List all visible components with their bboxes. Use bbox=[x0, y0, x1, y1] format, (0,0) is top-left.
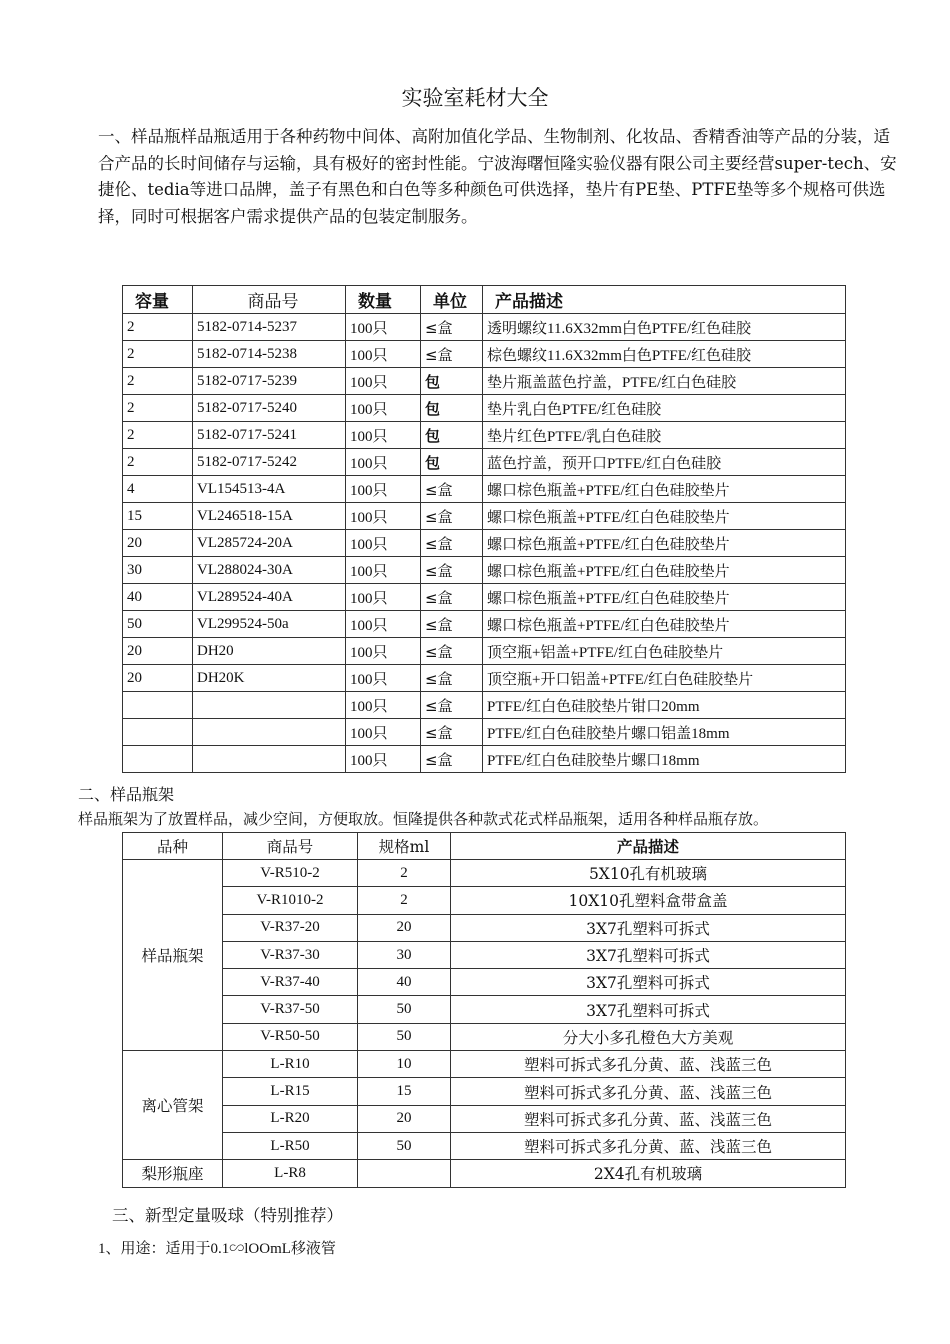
section3-usage: 1、用途：适用于0.1∽lOOmL移液管 bbox=[98, 1241, 336, 1257]
cell-capacity: 40 bbox=[123, 584, 193, 611]
rack-table bbox=[122, 832, 846, 1188]
cell-variety: 梨形瓶座 bbox=[123, 1160, 223, 1187]
cell-item-no bbox=[193, 746, 346, 773]
table-row bbox=[123, 449, 846, 476]
header-spec: 规格ml bbox=[358, 833, 451, 860]
cell-item-no: VL285724-20A bbox=[193, 530, 346, 557]
cell-capacity bbox=[123, 746, 193, 773]
cell-description: 透明螺纹11.6X32mm白色PTFE/红色硅胶 bbox=[483, 314, 846, 341]
cell-unit: ≤盒 bbox=[421, 341, 483, 368]
table-row bbox=[123, 1132, 846, 1159]
table-row bbox=[123, 860, 846, 887]
cell-item-no: VL289524-40A bbox=[193, 584, 346, 611]
cell-item-no: 5182-0714-5237 bbox=[193, 314, 346, 341]
cell-item-no: 5182-0717-5239 bbox=[193, 368, 346, 395]
section2-heading: 二、样品瓶架 bbox=[78, 785, 175, 804]
cell-quantity: 100只 bbox=[346, 692, 421, 719]
table-header-row bbox=[123, 833, 846, 860]
cell-unit: ≤盒 bbox=[421, 314, 483, 341]
cell-quantity: 100只 bbox=[346, 368, 421, 395]
cell-spec: 40 bbox=[358, 969, 451, 996]
header-capacity: 容量 bbox=[123, 286, 193, 314]
cell-unit: ≤盒 bbox=[421, 557, 483, 584]
cell-item-no: L-R8 bbox=[223, 1160, 358, 1187]
cell-description: PTFE/红白色硅胶垫片螺口18mm bbox=[483, 746, 846, 773]
cell-description: PTFE/红白色硅胶垫片钳口20mm bbox=[483, 692, 846, 719]
cell-spec: 20 bbox=[358, 914, 451, 941]
cell-item-no: V-R510-2 bbox=[223, 860, 358, 887]
cell-unit: ≤盒 bbox=[421, 476, 483, 503]
cell-capacity: 2 bbox=[123, 395, 193, 422]
cell-quantity: 100只 bbox=[346, 746, 421, 773]
table-row bbox=[123, 665, 846, 692]
cell-item-no: 5182-0717-5242 bbox=[193, 449, 346, 476]
cell-item-no: V-R37-50 bbox=[223, 996, 358, 1023]
cell-capacity: 50 bbox=[123, 611, 193, 638]
table-row bbox=[123, 914, 846, 941]
cell-description: 顶空瓶+开口铝盖+PTFE/红白色硅胶垫片 bbox=[483, 665, 846, 692]
cell-item-no: L-R15 bbox=[223, 1078, 358, 1105]
cell-item-no: DH20K bbox=[193, 665, 346, 692]
header-item-no: 商品号 bbox=[223, 833, 358, 860]
cell-quantity: 100只 bbox=[346, 611, 421, 638]
cell-unit: ≤盒 bbox=[421, 530, 483, 557]
cell-unit: ≤盒 bbox=[421, 746, 483, 773]
cell-quantity: 100只 bbox=[346, 422, 421, 449]
table-row bbox=[123, 1078, 846, 1105]
cell-capacity: 2 bbox=[123, 314, 193, 341]
cell-variety: 离心管架 bbox=[123, 1051, 223, 1160]
table-row bbox=[123, 422, 846, 449]
table-row bbox=[123, 969, 846, 996]
cell-unit: ≤盒 bbox=[421, 719, 483, 746]
table-row bbox=[123, 395, 846, 422]
cell-capacity: 30 bbox=[123, 557, 193, 584]
cell-item-no: VL299524-50a bbox=[193, 611, 346, 638]
intro-paragraph: 一、样品瓶样品瓶适用于各种药物中间体、高附加值化学品、生物制剂、化妆品、香精香油等产品的分装，适合产品的长时间储存与运输，具有极好的密封性能。宁波海曙恒隆实验仪器有限公司主要经营super-tech、安捷伦、tedia等进口品牌，盖子有黑色和白色等多种颜色可供选择，垫片有PE垫、PTFE垫等多个规格可供选择，同时可根据客户需求提供产品的包装定制服务。 bbox=[98, 127, 897, 226]
cell-item-no: 5182-0717-5241 bbox=[193, 422, 346, 449]
table-row bbox=[123, 1023, 846, 1050]
cell-unit: 包 bbox=[421, 449, 483, 476]
cell-capacity: 4 bbox=[123, 476, 193, 503]
cell-unit: ≤盒 bbox=[421, 611, 483, 638]
cell-unit: 包 bbox=[421, 395, 483, 422]
table-row bbox=[123, 584, 846, 611]
cell-spec bbox=[358, 1160, 451, 1187]
table-header-row bbox=[123, 286, 846, 314]
header-variety: 品种 bbox=[123, 833, 223, 860]
header-unit: 单位 bbox=[421, 286, 483, 314]
cell-item-no: V-R37-40 bbox=[223, 969, 358, 996]
cell-spec: 20 bbox=[358, 1105, 451, 1132]
section3-heading: 三、新型定量吸球（特别推荐） bbox=[112, 1206, 343, 1225]
cell-description: 螺口棕色瓶盖+PTFE/红白色硅胶垫片 bbox=[483, 557, 846, 584]
page-title: 实验室耗材大全 bbox=[401, 86, 549, 110]
cell-variety: 样品瓶架 bbox=[123, 860, 223, 1051]
cell-quantity: 100只 bbox=[346, 449, 421, 476]
table-row bbox=[123, 557, 846, 584]
cell-description: 顶空瓶+铝盖+PTFE/红白色硅胶垫片 bbox=[483, 638, 846, 665]
cell-unit: 包 bbox=[421, 368, 483, 395]
cell-spec: 50 bbox=[358, 1023, 451, 1050]
cell-quantity: 100只 bbox=[346, 638, 421, 665]
cell-description: 塑料可拆式多孔分黄、蓝、浅蓝三色 bbox=[451, 1078, 846, 1105]
cell-description: 垫片红色PTFE/乳白色硅胶 bbox=[483, 422, 846, 449]
cell-capacity: 2 bbox=[123, 449, 193, 476]
cell-item-no: VL154513-4A bbox=[193, 476, 346, 503]
cell-unit: ≤盒 bbox=[421, 503, 483, 530]
cell-quantity: 100只 bbox=[346, 719, 421, 746]
cell-description: 棕色螺纹11.6X32mm白色PTFE/红色硅胶 bbox=[483, 341, 846, 368]
cell-quantity: 100只 bbox=[346, 557, 421, 584]
sample-vial-table bbox=[122, 285, 846, 773]
cell-description: 螺口棕色瓶盖+PTFE/红白色硅胶垫片 bbox=[483, 530, 846, 557]
table-row bbox=[123, 692, 846, 719]
cell-description: 塑料可拆式多孔分黄、蓝、浅蓝三色 bbox=[451, 1105, 846, 1132]
table-row bbox=[123, 314, 846, 341]
cell-capacity: 20 bbox=[123, 665, 193, 692]
cell-quantity: 100只 bbox=[346, 341, 421, 368]
header-item-no: 商品号 bbox=[193, 286, 346, 314]
cell-quantity: 100只 bbox=[346, 530, 421, 557]
table-row bbox=[123, 746, 846, 773]
cell-description: 3X7孔塑料可拆式 bbox=[451, 996, 846, 1023]
cell-item-no: V-R37-20 bbox=[223, 914, 358, 941]
cell-capacity: 15 bbox=[123, 503, 193, 530]
cell-spec: 50 bbox=[358, 996, 451, 1023]
cell-description: 10X10孔塑料盒带盒盖 bbox=[451, 887, 846, 914]
cell-description: 3X7孔塑料可拆式 bbox=[451, 914, 846, 941]
cell-item-no: V-R37-30 bbox=[223, 941, 358, 968]
table-row bbox=[123, 503, 846, 530]
cell-item-no: 5182-0717-5240 bbox=[193, 395, 346, 422]
table-row bbox=[123, 368, 846, 395]
cell-capacity: 2 bbox=[123, 368, 193, 395]
cell-description: 螺口棕色瓶盖+PTFE/红白色硅胶垫片 bbox=[483, 584, 846, 611]
cell-description: 螺口棕色瓶盖+PTFE/红白色硅胶垫片 bbox=[483, 503, 846, 530]
cell-description: PTFE/红白色硅胶垫片螺口铝盖18mm bbox=[483, 719, 846, 746]
cell-capacity: 2 bbox=[123, 341, 193, 368]
table-row bbox=[123, 1051, 846, 1078]
table-row bbox=[123, 1105, 846, 1132]
cell-description: 螺口棕色瓶盖+PTFE/红白色硅胶垫片 bbox=[483, 476, 846, 503]
cell-capacity: 2 bbox=[123, 422, 193, 449]
cell-description: 分大小多孔橙色大方美观 bbox=[451, 1023, 846, 1050]
cell-item-no: L-R10 bbox=[223, 1051, 358, 1078]
table-row bbox=[123, 638, 846, 665]
cell-capacity bbox=[123, 692, 193, 719]
cell-unit: ≤盒 bbox=[421, 638, 483, 665]
cell-item-no bbox=[193, 719, 346, 746]
table-row bbox=[123, 530, 846, 557]
cell-unit: 包 bbox=[421, 422, 483, 449]
cell-description: 3X7孔塑料可拆式 bbox=[451, 969, 846, 996]
cell-spec: 30 bbox=[358, 941, 451, 968]
header-quantity: 数量 bbox=[346, 286, 421, 314]
table-row bbox=[123, 341, 846, 368]
cell-item-no: L-R50 bbox=[223, 1132, 358, 1159]
cell-quantity: 100只 bbox=[346, 476, 421, 503]
cell-description: 螺口棕色瓶盖+PTFE/红白色硅胶垫片 bbox=[483, 611, 846, 638]
cell-quantity: 100只 bbox=[346, 584, 421, 611]
table-row bbox=[123, 476, 846, 503]
cell-capacity bbox=[123, 719, 193, 746]
cell-item-no bbox=[193, 692, 346, 719]
cell-item-no: 5182-0714-5238 bbox=[193, 341, 346, 368]
cell-quantity: 100只 bbox=[346, 665, 421, 692]
table-row bbox=[123, 611, 846, 638]
cell-item-no: VL288024-30A bbox=[193, 557, 346, 584]
cell-description: 3X7孔塑料可拆式 bbox=[451, 941, 846, 968]
cell-spec: 10 bbox=[358, 1051, 451, 1078]
table-row bbox=[123, 887, 846, 914]
cell-description: 塑料可拆式多孔分黄、蓝、浅蓝三色 bbox=[451, 1132, 846, 1159]
cell-item-no: VL246518-15A bbox=[193, 503, 346, 530]
cell-quantity: 100只 bbox=[346, 395, 421, 422]
cell-spec: 2 bbox=[358, 887, 451, 914]
cell-unit: ≤盒 bbox=[421, 692, 483, 719]
cell-item-no: V-R1010-2 bbox=[223, 887, 358, 914]
cell-description: 2X4孔有机玻璃 bbox=[451, 1160, 846, 1187]
cell-spec: 50 bbox=[358, 1132, 451, 1159]
cell-description: 5X10孔有机玻璃 bbox=[451, 860, 846, 887]
cell-item-no: V-R50-50 bbox=[223, 1023, 358, 1050]
header-description: 产品描述 bbox=[483, 286, 846, 314]
cell-quantity: 100只 bbox=[346, 314, 421, 341]
table-row bbox=[123, 996, 846, 1023]
cell-description: 垫片瓶盖蓝色拧盖，PTFE/红白色硅胶 bbox=[483, 368, 846, 395]
table-row bbox=[123, 719, 846, 746]
cell-item-no: L-R20 bbox=[223, 1105, 358, 1132]
cell-item-no: DH20 bbox=[193, 638, 346, 665]
cell-spec: 2 bbox=[358, 860, 451, 887]
table-row bbox=[123, 941, 846, 968]
cell-description: 垫片乳白色PTFE/红色硅胶 bbox=[483, 395, 846, 422]
cell-unit: ≤盒 bbox=[421, 584, 483, 611]
cell-spec: 15 bbox=[358, 1078, 451, 1105]
cell-unit: ≤盒 bbox=[421, 665, 483, 692]
header-description: 产品描述 bbox=[451, 833, 846, 860]
cell-capacity: 20 bbox=[123, 530, 193, 557]
section2-description: 样品瓶架为了放置样品，减少空间，方便取放。恒隆提供各种款式花式样品瓶架，适用各种样品瓶存放。 bbox=[78, 810, 769, 828]
cell-description: 蓝色拧盖，预开口PTFE/红白色硅胶 bbox=[483, 449, 846, 476]
cell-quantity: 100只 bbox=[346, 503, 421, 530]
table-row bbox=[123, 1160, 846, 1187]
cell-capacity: 20 bbox=[123, 638, 193, 665]
cell-description: 塑料可拆式多孔分黄、蓝、浅蓝三色 bbox=[451, 1051, 846, 1078]
